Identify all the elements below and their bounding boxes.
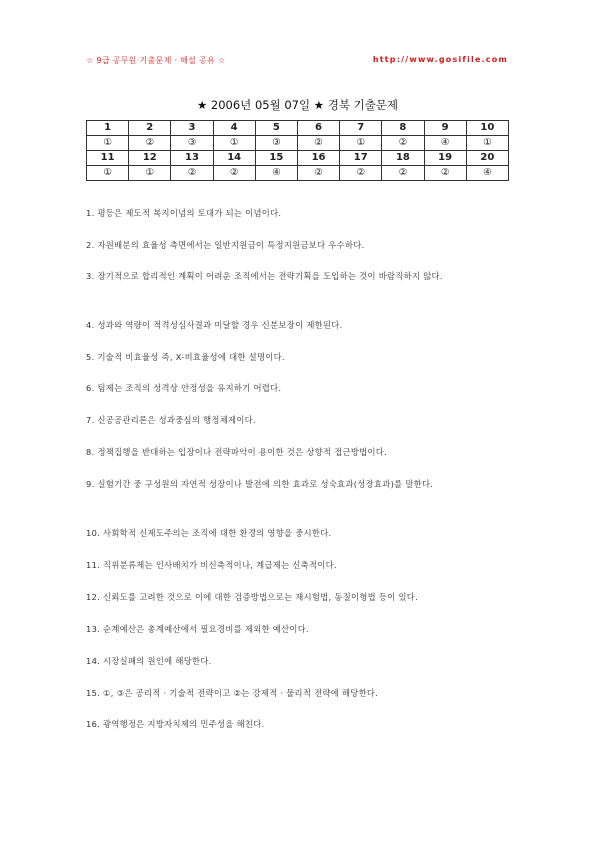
question-number-cell: 4 [213, 121, 255, 136]
explanation-item: 15. ①, ③은 공리적 · 기술적 전략이고 ②는 강제적 · 물리적 전략에 해당한다. [86, 688, 379, 698]
explanation-item: 14. 시장실패의 원인에 해당한다. [86, 656, 212, 666]
header-site-tagline: ☆ 9급 공무원 기출문제 · 해설 공유 ☆ [86, 56, 226, 65]
explanation-item: 16. 광역행정은 지방자치제의 민주성을 해친다. [86, 719, 265, 729]
answer-cell: ② [129, 136, 171, 151]
explanation-item: 3. 장기적으로 합리적인 계획이 어려운 조직에서는 전략기획을 도입하는 것이 바람직하지 않다. [86, 271, 443, 281]
question-number-cell: 20 [466, 151, 508, 166]
question-number-cell: 5 [255, 121, 297, 136]
answer-cell: ② [213, 166, 255, 181]
answer-cell: ② [382, 136, 424, 151]
question-number-cell: 14 [213, 151, 255, 166]
answer-table [86, 120, 509, 181]
explanation-item: 4. 성과와 역량이 적격성심사결과 미달할 경우 신분보장이 제한된다. [86, 320, 343, 330]
question-number-cell: 2 [129, 121, 171, 136]
answer-cell: ② [424, 166, 466, 181]
answer-cell: ① [213, 136, 255, 151]
question-number-cell: 12 [129, 151, 171, 166]
question-number-cell: 17 [340, 151, 382, 166]
answer-table-row [87, 121, 509, 136]
question-number-cell: 1 [87, 121, 129, 136]
explanation-item: 1. 평등은 제도적 복지이념의 토대가 되는 이념이다. [86, 208, 282, 218]
question-number-cell: 8 [382, 121, 424, 136]
explanation-item: 5. 기술적 비효율성 즉, X-비효율성에 대한 설명이다. [86, 352, 285, 362]
header-url-link[interactable]: http://www.gosifile.com [372, 55, 508, 64]
answer-cell: ① [87, 136, 129, 151]
question-number-cell: 11 [87, 151, 129, 166]
answer-cell: ② [297, 136, 339, 151]
answer-cell: ④ [255, 166, 297, 181]
answer-cell: ① [129, 166, 171, 181]
question-number-cell: 10 [466, 121, 508, 136]
question-number-cell: 9 [424, 121, 466, 136]
explanation-item: 2. 자원배분의 효율성 측면에서는 일반지원금이 특정지원금보다 우수하다. [86, 240, 365, 250]
answer-table-row [87, 136, 509, 151]
explanation-item: 12. 신뢰도를 고려한 것으로 이에 대한 검증방법으로는 재시험법, 동질이형법 등이 있다. [86, 592, 419, 602]
explanation-item: 6. 팀제는 조직의 성격상 안정성을 유지하기 어렵다. [86, 383, 282, 393]
answer-table-row [87, 151, 509, 166]
explanation-item: 11. 직위분류제는 인사배치가 비신축적이나, 계급제는 신축적이다. [86, 560, 337, 570]
answer-cell: ③ [171, 136, 213, 151]
answer-table-row [87, 166, 509, 181]
answer-cell: ① [466, 136, 508, 151]
question-number-cell: 3 [171, 121, 213, 136]
question-number-cell: 13 [171, 151, 213, 166]
question-number-cell: 16 [297, 151, 339, 166]
answer-cell: ④ [424, 136, 466, 151]
explanation-item: 10. 사회학적 신제도주의는 조직에 대한 환경의 영향을 중시한다. [86, 528, 332, 538]
question-number-cell: 19 [424, 151, 466, 166]
answer-cell: ③ [255, 136, 297, 151]
answer-cell: ④ [466, 166, 508, 181]
question-number-cell: 6 [297, 121, 339, 136]
page-title: ★ 2006년 05월 07일 ★ 경북 기출문제 [196, 98, 399, 112]
explanation-item: 8. 정책집행을 반대하는 입장이나 전략파악이 용이한 것은 상향적 접근방법이다. [86, 447, 388, 457]
explanation-item: 7. 신공공관리론은 성과중심의 행정체제이다. [86, 415, 256, 425]
answer-cell: ① [87, 166, 129, 181]
explanation-item: 13. 순계예산은 총계예산에서 필요경비를 제외한 예산이다. [86, 624, 309, 634]
answer-cell: ② [340, 166, 382, 181]
question-number-cell: 15 [255, 151, 297, 166]
answer-cell: ② [297, 166, 339, 181]
question-number-cell: 18 [382, 151, 424, 166]
explanation-item: 9. 실험기간 중 구성원의 자연적 성장이나 발전에 의한 효과로 성숙효과(성장효과)를 말한다. [86, 479, 434, 489]
answer-cell: ② [171, 166, 213, 181]
answer-cell: ② [382, 166, 424, 181]
answer-cell: ① [340, 136, 382, 151]
question-number-cell: 7 [340, 121, 382, 136]
